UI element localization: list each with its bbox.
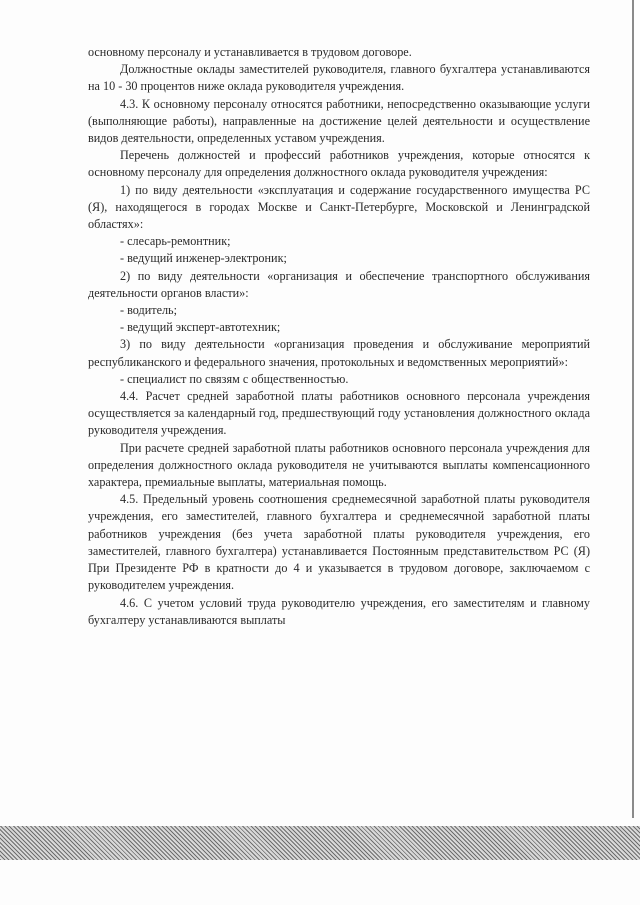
list-item-activity-2: 2) по виду деятельности «организация и обеспечение транспортного обслуживания деятельности органов власти»:	[88, 268, 590, 300]
paragraph-salary-calculation: При расчете средней заработной платы работников основного персонала учреждения для определения должностного оклада руководителя не учитываются выплаты компенсационного характера, премиальные выплаты, материальная помощь.	[88, 440, 590, 490]
list-item-pr-specialist: - специалист по связям с общественностью.	[120, 371, 349, 386]
list-item-locksmith: - слесарь-ремонтник;	[120, 234, 231, 249]
paragraph-4-4: 4.4. Расчет средней заработной платы работников основного персонала учреждения осуществляется за календарный год, предшествующий году установления должностного оклада руководителя учреждения.	[88, 389, 590, 438]
scan-bottom-band	[0, 826, 640, 860]
list-item-activity-1: 1) по виду деятельности «эксплуатация и содержание государственного имущества РС (Я), находящегося в городах Москве и Санкт-Петербурге, Московской и Ленинградской областях»:	[88, 182, 590, 232]
paragraph-4-6: 4.6. С учетом условий труда руководителю учреждения, его заместителям и главному бухгалтеру устанавливаются выплаты	[88, 595, 590, 627]
list-item-auto-expert: - ведущий эксперт-автотехник;	[120, 320, 281, 335]
list-item-driver: - водитель;	[120, 303, 178, 318]
paragraph-deputy-salaries: Должностные оклады заместителей руководителя, главного бухгалтера устанавливаются на 10 - 30 процентов ниже оклада руководителя учреждения.	[88, 62, 590, 94]
list-item-activity-3: 3) по виду деятельности «организация проведения и обслуживание мероприятий республиканского и федерального значения, протокольных и ведомственных мероприятий»:	[88, 337, 590, 369]
document-body	[88, 44, 590, 629]
paragraph-continuation: основному персоналу и устанавливается в трудовом договоре.	[88, 45, 412, 59]
paragraph-4-3: 4.3. К основному персоналу относятся работники, непосредственно оказывающие услуги (выполняющие работы), направленные на достижение целей деятельности и осуществление видов деятельности, определенных уставом учреждения.	[88, 96, 590, 146]
paragraph-positions-list-intro: Перечень должностей и профессий работников учреждения, которые относятся к основному персоналу для определения должностного оклада руководителя учреждения:	[88, 148, 590, 180]
paragraph-4-5: 4.5. Предельный уровень соотношения среднемесячной заработной платы руководителя учреждения, его заместителей, главного бухгалтера и среднемесячной заработной платы работников учреждения (без учета заработной платы руководителя учреждения, его заместителей, главного бухгалтера) устанавливается Постоянным представительством РС (Я) При Президенте РФ в кратности до 4 и указывается в трудовом договоре, заключаемом с руководителем учреждения.	[88, 492, 590, 593]
page-edge-shadow	[632, 0, 634, 818]
list-item-lead-engineer: - ведущий инженер-электроник;	[120, 251, 287, 266]
